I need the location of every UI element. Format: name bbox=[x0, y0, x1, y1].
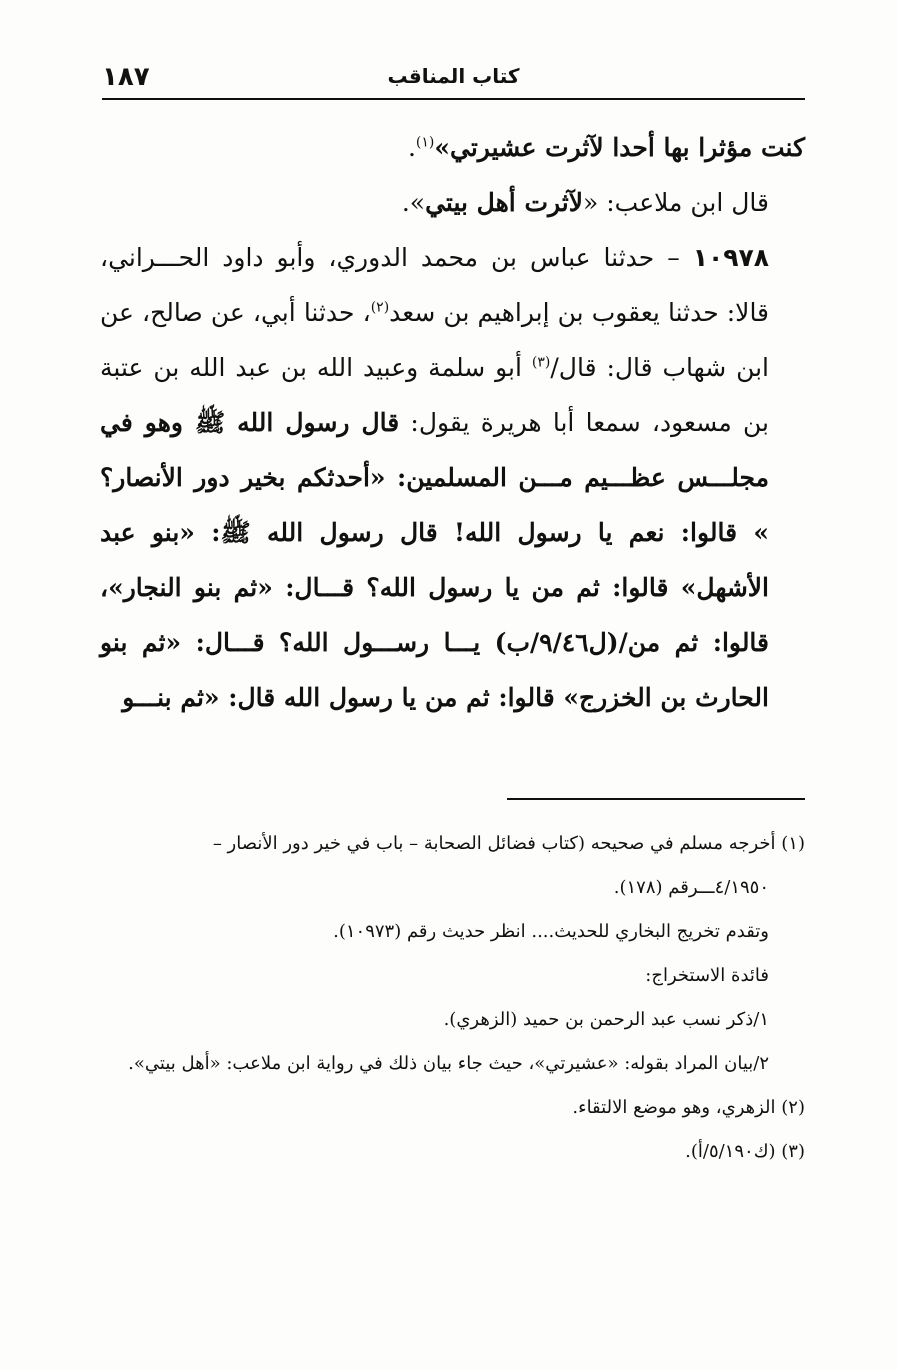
footnote-ref-2: (٢) bbox=[370, 299, 390, 316]
footnote-1-benefit-2: ٢/بيان المراد بقوله: «عشيرتي»، حيث جاء بيان ذلك في رواية ابن ملاعب: «أهل بيتي». bbox=[128, 1053, 769, 1074]
footnote-1: (١) أخرجه مسلم في صحيحه (كتاب فضائل الصحابة – باب في خير دور الأنصار – bbox=[212, 833, 805, 854]
footnote-separator bbox=[507, 798, 805, 800]
footnote-2: (٢) الزهري، وهو موضع الالتقاء. bbox=[572, 1097, 805, 1118]
narrator-variant-intro: قال ابن ملاعب: « bbox=[583, 188, 769, 217]
matn-text: قال رسول الله ﷺ وهو في مجلـــس عظـــيم مـــن المسلمين: «أحدثكم بخير دور الأنصار؟ » قالوا: نعم يا رسول الله! قال رسول الله ﷺ: «بنو عبد الأشهل» قالوا: ثم من يا رسول الله؟ قـــال: «ثم بنو النجار»، قالوا: ثم من/(ل٩/٤٦/ب) يـــا رســـول الله؟ قـــال: «ثم بنو الحارث بن الخزرج» قالوا: ثم من يا رسول الله قال: «ثم بنـــو bbox=[100, 408, 769, 712]
footnote-ref-1: (١) bbox=[415, 134, 435, 151]
page-number: ١٨٧ bbox=[102, 62, 150, 92]
isnad-text-a: – حدثنا عباس بن محمد الدوري، وأبو داود الحـــراني، قالا: حدثنا يعقوب بن إبراهيم بن سعد bbox=[100, 243, 770, 327]
hadith-paragraph bbox=[100, 230, 805, 725]
running-title: كتاب المناقب bbox=[387, 64, 520, 88]
hadith-ending-text: كنت مؤثرا بها أحدا لآثرت عشيرتي» bbox=[434, 133, 805, 162]
narrator-variant-quote: لآثرت أهل بيتي bbox=[425, 188, 583, 217]
footnote-ref-3: (٣) bbox=[531, 354, 551, 371]
footnotes bbox=[100, 822, 805, 1174]
paragraph-2 bbox=[100, 175, 805, 230]
isnad-text-b: ، حدثنا أبي، عن صالح، عن ابن شهاب قال: قال/ bbox=[100, 298, 770, 382]
sentence-end: . bbox=[407, 133, 416, 162]
page-header bbox=[102, 60, 805, 100]
paragraph-1 bbox=[100, 120, 805, 175]
footnote-1-cont: ٤/١٩٥٠ـــرقم (١٧٨). bbox=[613, 877, 769, 898]
footnote-1-benefit-title: فائدة الاستخراج: bbox=[645, 965, 769, 986]
footnote-3: (٣) (ك٥/١٩٠/أ). bbox=[685, 1141, 805, 1162]
footnote-1-benefit-1: ١/ذكر نسب عبد الرحمن بن حميد (الزهري). bbox=[443, 1009, 769, 1030]
main-text bbox=[100, 120, 805, 725]
narrator-variant-close: ». bbox=[401, 188, 426, 217]
hadith-number: ١٠٩٧٨ bbox=[692, 243, 769, 272]
footnote-1-note: وتقدم تخريج البخاري للحديث.... انظر حديث رقم (١٠٩٧٣). bbox=[333, 921, 769, 942]
isnad-text-c: أبو سلمة وعبيد الله بن عبد الله بن عتبة بن مسعود، سمعا أبا هريرة يقول: bbox=[100, 353, 769, 437]
